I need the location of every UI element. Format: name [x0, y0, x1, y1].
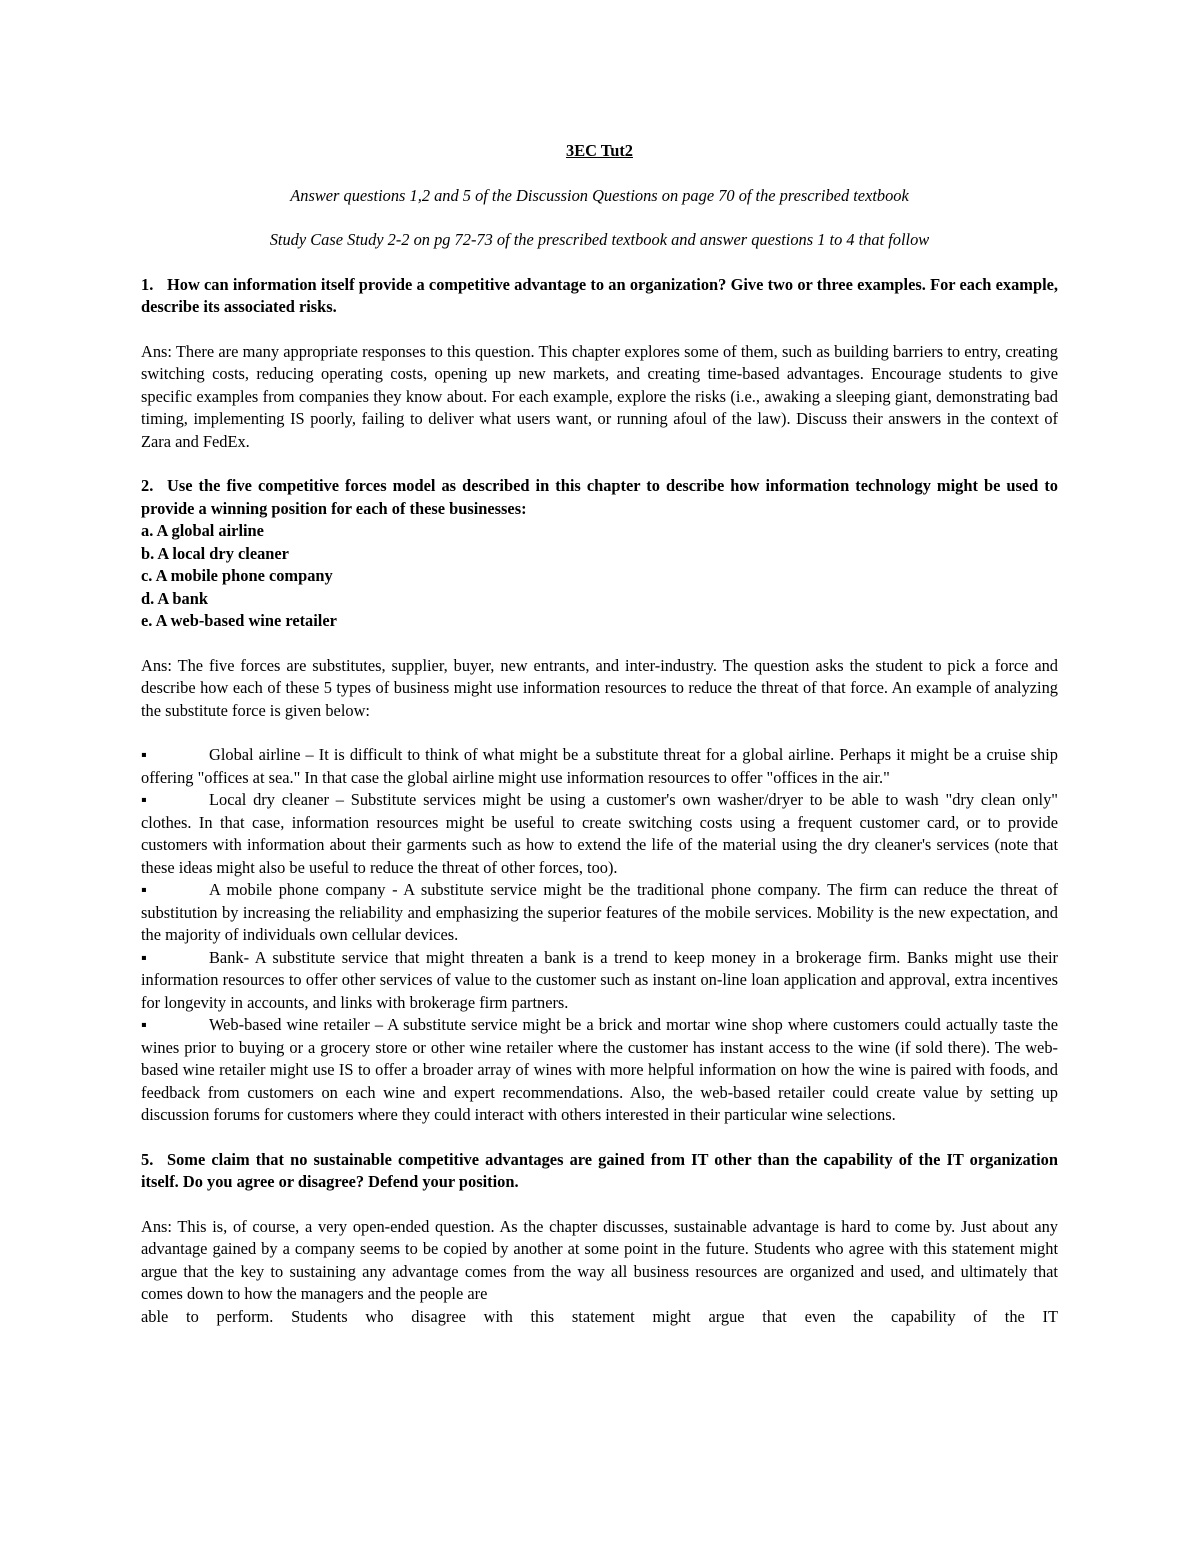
option-a: a. A global airline — [141, 521, 264, 540]
question-5 — [141, 1149, 1058, 1194]
document-page — [141, 140, 1058, 1328]
question-2-number: 2. — [141, 476, 154, 495]
answer-1: Ans: There are many appropriate responses to this question. This chapter explores some of them, such as building barriers to entry, creating switching costs, reducing operating costs, opening up new markets, and creating time-based advantages. Encourage students to give specific examples from companies they know about. For each example, explore the risks (i.e., awaking a sleeping giant, demonstrating bad timing, implementing IS poorly, failing to deliver what users want, or running afoul of the law). Discuss their answers in the context of Zara and FedEx. — [141, 341, 1058, 451]
question-5-text: Some claim that no sustainable competitive advantages are gained from IT other than the capability of the IT organization itself. Do you agree or disagree? Defend your position. — [141, 1149, 1058, 1191]
question-2-text: Use the five competitive forces model as described in this chapter to describe how information technology might be used to provide a winning position for each of these businesses: — [141, 476, 1058, 518]
substitute-force-examples — [141, 744, 1058, 1127]
list-item — [141, 789, 1058, 879]
list-item — [141, 744, 1058, 789]
bullet-icon: ▪ — [141, 790, 147, 809]
question-5-number: 5. — [141, 1149, 154, 1169]
answer-5: Ans: This is, of course, a very open-ended question. As the chapter discusses, sustainable advantage is hard to come by. Just about any advantage gained by a company seems to be copied by another at some point in the future. Students who agree with this statement might argue that the key to sustaining any advantage comes from the way all business resources are organized and used, and ultimately that comes down to how the managers and the people are — [141, 1216, 1058, 1303]
option-e: e. A web-based wine retailer — [141, 611, 337, 630]
bullet-icon: ▪ — [141, 880, 147, 899]
instruction-case-study: Study Case Study 2-2 on pg 72-73 of the prescribed textbook and answer questions 1 to 4 that follow — [269, 230, 930, 249]
answer-2: Ans: The five forces are substitutes, supplier, buyer, new entrants, and inter-industry. The question asks the student to pick a force and describe how each of these 5 types of business might use information resources to reduce the threat of that force. An example of analyzing the substitute force is given below: — [141, 655, 1058, 720]
list-item-text: Bank- A substitute service that might threaten a bank is a trend to keep money in a brokerage firm. Banks might use their information resources to offer other services of value to the customer such as instant on-line loan application and approval, extra incentives for longevity in accounts, and links with brokerage firm partners. — [141, 947, 1058, 1012]
bullet-icon: ▪ — [141, 947, 147, 967]
instruction-discussion-questions: Answer questions 1,2 and 5 of the Discussion Questions on page 70 of the prescribed textbook — [290, 185, 909, 205]
option-d: d. A bank — [141, 588, 208, 608]
question-2-options — [141, 520, 1058, 633]
question-1-number: 1. — [141, 274, 154, 294]
list-item-text: Web-based wine retailer – A substitute service might be a brick and mortar wine shop where customers could actually taste the wines prior to buying or a grocery store or other wine retailer where the customer has instant access to the wine (if sold there). The web-based wine retailer might use IS to offer a broader array of wines with more helpful information on how the wine is paired with foods, and feedback from customers on each wine and expert recommendations. Also, the web-based retailer could create value by setting up discussion forums for customers where they could interact with others interested in their particular wine selections. — [141, 1015, 1058, 1124]
option-c: c. A mobile phone company — [141, 566, 333, 585]
question-2-block — [141, 475, 1058, 633]
bullet-icon: ▪ — [141, 1015, 147, 1034]
list-item-text: Local dry cleaner – Substitute services might be using a customer's own washer/dryer to be able to wash "dry clean only" clothes. In that case, information resources might be useful to create switching costs using a frequent customer card, or to provide customers with information about their garments such as how to extend the life of the material using the dry cleaner's services (note that these ideas might also be useful to reduce the threat of other forces, too). — [141, 790, 1058, 877]
question-1-text: How can information itself provide a competitive advantage to an organization? Give two or three examples. For each example, describe its associated risks. — [141, 274, 1058, 316]
list-item-text: A mobile phone company - A substitute service might be the traditional phone company. The firm can reduce the threat of substitution by increasing the reliability and emphasizing the superior features of the mobile services. Mobility is the new expectation, and the majority of individuals own cellular devices. — [141, 880, 1058, 944]
list-item-text: Global airline – It is difficult to think of what might be a substitute threat for a global airline. Perhaps it might be a cruise ship offering "offices at sea." In that case the global airline might use information resources to offer "offices in the air." — [141, 745, 1058, 787]
answer-5-last-line: able to perform. Students who disagree with this statement might argue that even the capability of the IT — [141, 1306, 1058, 1326]
list-item — [141, 1014, 1058, 1127]
question-2 — [141, 475, 1058, 520]
question-1 — [141, 274, 1058, 319]
option-b: b. A local dry cleaner — [141, 543, 289, 563]
list-item — [141, 879, 1058, 947]
document-title: 3EC Tut2 — [566, 141, 633, 160]
list-item — [141, 947, 1058, 1015]
bullet-icon: ▪ — [141, 745, 147, 764]
